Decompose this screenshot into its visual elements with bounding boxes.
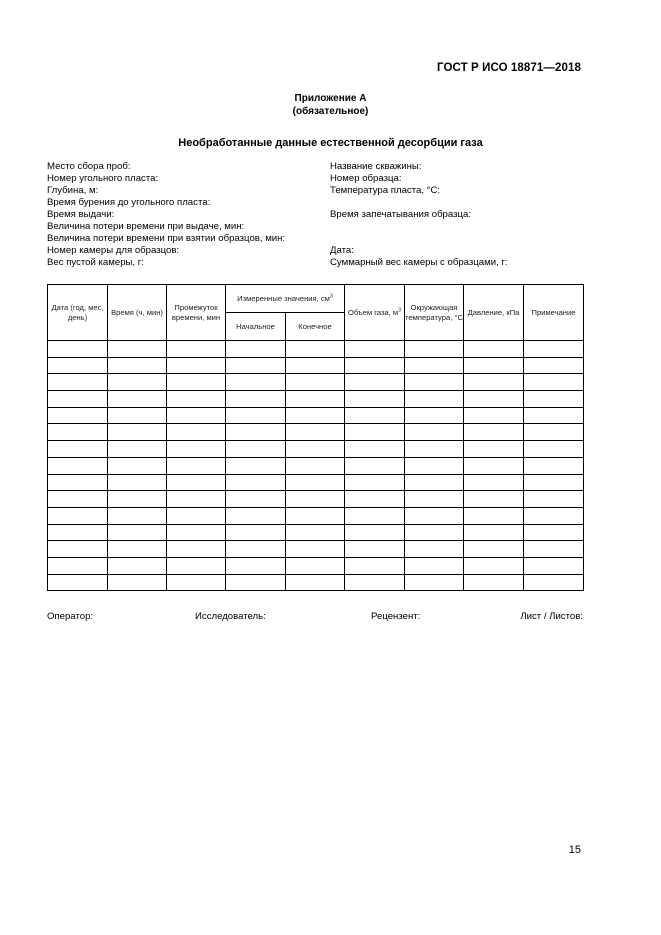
table-cell bbox=[405, 507, 464, 524]
table-cell bbox=[524, 491, 584, 508]
table-row bbox=[48, 507, 584, 524]
table-cell bbox=[48, 341, 108, 358]
column-header-ambient-temperature: Окружающая температура, °С bbox=[405, 285, 464, 341]
table-cell bbox=[286, 407, 345, 424]
table-cell bbox=[464, 424, 524, 441]
table-cell bbox=[464, 441, 524, 458]
table-cell bbox=[524, 374, 584, 391]
table-cell bbox=[48, 407, 108, 424]
table-cell bbox=[108, 341, 167, 358]
table-cell bbox=[345, 541, 405, 558]
table-cell bbox=[167, 407, 226, 424]
table-cell bbox=[108, 424, 167, 441]
field-sealing-time: Время запечатывания образца: bbox=[330, 209, 472, 220]
table-cell bbox=[345, 374, 405, 391]
measured-values-unit-exponent: 3 bbox=[329, 292, 333, 299]
table-cell bbox=[405, 374, 464, 391]
field-lost-time-retrieval: Величина потери времени при выдаче, мин: bbox=[47, 221, 245, 232]
field-blank bbox=[330, 197, 590, 209]
table-cell bbox=[286, 507, 345, 524]
table-cell bbox=[464, 541, 524, 558]
field-drilling-time: Время бурения до угольного пласта: bbox=[47, 197, 211, 208]
table-cell bbox=[108, 507, 167, 524]
measured-values-label: Измеренные значения, см bbox=[237, 293, 330, 303]
field-seam-temperature: Температура пласта, °С: bbox=[330, 185, 441, 196]
sheet-count-label: Лист / Листов: bbox=[520, 611, 583, 622]
field-blank bbox=[330, 221, 590, 233]
table-cell bbox=[524, 574, 584, 591]
table-cell bbox=[524, 541, 584, 558]
column-header-date: Дата (год, мес, день) bbox=[48, 285, 108, 341]
field-borehole-name: Название скважины: bbox=[330, 161, 422, 172]
table-row bbox=[48, 557, 584, 574]
table-cell bbox=[405, 474, 464, 491]
table-row bbox=[48, 407, 584, 424]
table-cell bbox=[524, 424, 584, 441]
table-cell bbox=[226, 541, 286, 558]
table-cell bbox=[48, 457, 108, 474]
operator-label: Оператор: bbox=[47, 611, 94, 622]
column-header-measured-values bbox=[226, 285, 345, 313]
table-cell bbox=[345, 391, 405, 408]
field-empty-canister-weight: Вес пустой камеры, г: bbox=[47, 257, 144, 268]
table-cell bbox=[524, 457, 584, 474]
table-cell bbox=[464, 491, 524, 508]
table-cell bbox=[167, 524, 226, 541]
table-cell bbox=[405, 457, 464, 474]
researcher-label: Исследователь: bbox=[195, 611, 266, 622]
field-total-canister-weight: Суммарный вес камеры с образцами, г: bbox=[330, 257, 508, 268]
table-header-row bbox=[48, 285, 584, 313]
table-cell bbox=[108, 491, 167, 508]
field-coal-seam-number: Номер угольного пласта: bbox=[47, 173, 159, 184]
table-row bbox=[48, 357, 584, 374]
table-cell bbox=[167, 574, 226, 591]
table-cell bbox=[464, 457, 524, 474]
table-cell bbox=[345, 341, 405, 358]
table-cell bbox=[108, 441, 167, 458]
table-cell bbox=[405, 491, 464, 508]
table-cell bbox=[345, 491, 405, 508]
table-cell bbox=[108, 357, 167, 374]
table-cell bbox=[524, 524, 584, 541]
table-cell bbox=[48, 474, 108, 491]
table-cell bbox=[226, 391, 286, 408]
field-lost-time-sampling: Величина потери времени при взятии образцов, мин: bbox=[47, 233, 286, 244]
table-cell bbox=[405, 524, 464, 541]
field-canister-number: Номер камеры для образцов: bbox=[47, 245, 180, 256]
table-cell bbox=[524, 441, 584, 458]
page-title: Необработанные данные естественной десорбции газа bbox=[178, 137, 483, 149]
table-cell bbox=[524, 507, 584, 524]
table-row bbox=[48, 541, 584, 558]
table-row bbox=[48, 474, 584, 491]
table-cell bbox=[464, 357, 524, 374]
table-cell bbox=[405, 441, 464, 458]
table-cell bbox=[226, 341, 286, 358]
column-header-pressure: Давление, кПа bbox=[464, 285, 524, 341]
table-cell bbox=[524, 357, 584, 374]
table-cell bbox=[405, 407, 464, 424]
table-cell bbox=[464, 557, 524, 574]
field-retrieval-time: Время выдачи: bbox=[47, 209, 115, 220]
table-cell bbox=[464, 374, 524, 391]
table-cell bbox=[226, 441, 286, 458]
table-cell bbox=[464, 407, 524, 424]
gas-volume-unit-exponent: 3 bbox=[398, 306, 402, 313]
table-cell bbox=[286, 474, 345, 491]
table-cell bbox=[286, 424, 345, 441]
table-cell bbox=[405, 424, 464, 441]
field-sample-number: Номер образца: bbox=[330, 173, 402, 184]
field-depth: Глубина, м: bbox=[47, 185, 99, 196]
table-cell bbox=[48, 557, 108, 574]
table-cell bbox=[226, 407, 286, 424]
table-cell bbox=[286, 374, 345, 391]
table-cell bbox=[345, 574, 405, 591]
page-number: 15 bbox=[568, 844, 581, 856]
table-cell bbox=[286, 557, 345, 574]
table-cell bbox=[108, 557, 167, 574]
table-cell bbox=[108, 374, 167, 391]
table-cell bbox=[167, 441, 226, 458]
table-cell bbox=[226, 507, 286, 524]
table-cell bbox=[226, 524, 286, 541]
table-cell bbox=[524, 557, 584, 574]
table-cell bbox=[167, 357, 226, 374]
table-cell bbox=[464, 574, 524, 591]
table-cell bbox=[226, 374, 286, 391]
table-cell bbox=[108, 574, 167, 591]
table-cell bbox=[405, 557, 464, 574]
table-cell bbox=[345, 407, 405, 424]
table-cell bbox=[286, 574, 345, 591]
table-row bbox=[48, 457, 584, 474]
table-cell bbox=[286, 541, 345, 558]
table-cell bbox=[48, 357, 108, 374]
table-cell bbox=[167, 557, 226, 574]
field-date: Дата: bbox=[330, 245, 354, 256]
table-cell bbox=[48, 441, 108, 458]
table-cell bbox=[345, 441, 405, 458]
table-cell bbox=[108, 391, 167, 408]
table-cell bbox=[167, 457, 226, 474]
table-row bbox=[48, 441, 584, 458]
table-row bbox=[48, 524, 584, 541]
table-cell bbox=[48, 391, 108, 408]
table-cell bbox=[524, 341, 584, 358]
table-cell bbox=[167, 507, 226, 524]
table-cell bbox=[48, 507, 108, 524]
table-row bbox=[48, 341, 584, 358]
table-cell bbox=[167, 474, 226, 491]
table-cell bbox=[464, 474, 524, 491]
table-cell bbox=[48, 524, 108, 541]
table-cell bbox=[108, 407, 167, 424]
table-row bbox=[48, 391, 584, 408]
table-cell bbox=[405, 574, 464, 591]
column-header-gas-volume bbox=[345, 285, 405, 341]
table-cell bbox=[167, 374, 226, 391]
table-cell bbox=[405, 341, 464, 358]
table-cell bbox=[286, 341, 345, 358]
table-cell bbox=[48, 574, 108, 591]
table-cell bbox=[464, 341, 524, 358]
table-cell bbox=[226, 474, 286, 491]
annex-kind: (обязательное) bbox=[292, 106, 369, 117]
table-cell bbox=[48, 424, 108, 441]
annex-title: Приложение А bbox=[294, 93, 367, 104]
table-cell bbox=[524, 407, 584, 424]
form-fields-left bbox=[47, 161, 327, 269]
table-cell bbox=[167, 341, 226, 358]
table-cell bbox=[226, 357, 286, 374]
table-row bbox=[48, 374, 584, 391]
column-header-time: Время (ч, мин) bbox=[108, 285, 167, 341]
document-code: ГОСТ Р ИСО 18871—2018 bbox=[436, 62, 581, 74]
table-cell bbox=[48, 491, 108, 508]
table-cell bbox=[405, 357, 464, 374]
table-cell bbox=[524, 474, 584, 491]
table-cell bbox=[226, 424, 286, 441]
table-cell bbox=[286, 524, 345, 541]
table-cell bbox=[167, 424, 226, 441]
table-row bbox=[48, 491, 584, 508]
table-cell bbox=[108, 524, 167, 541]
field-sampling-site: Место сбора проб: bbox=[47, 161, 131, 172]
column-header-interval: Промежуток времени, мин bbox=[167, 285, 226, 341]
table-cell bbox=[167, 491, 226, 508]
table-body bbox=[48, 341, 584, 591]
table-cell bbox=[226, 574, 286, 591]
table-cell bbox=[405, 391, 464, 408]
field-blank bbox=[330, 233, 590, 245]
table-cell bbox=[464, 524, 524, 541]
table-cell bbox=[48, 374, 108, 391]
table-cell bbox=[345, 474, 405, 491]
table-cell bbox=[286, 441, 345, 458]
table-row bbox=[48, 424, 584, 441]
table-cell bbox=[108, 457, 167, 474]
table-cell bbox=[167, 541, 226, 558]
table-cell bbox=[286, 491, 345, 508]
table-cell bbox=[464, 391, 524, 408]
table-row bbox=[48, 574, 584, 591]
table-cell bbox=[345, 357, 405, 374]
table-cell bbox=[226, 557, 286, 574]
table-cell bbox=[108, 474, 167, 491]
column-header-notes: Примечание bbox=[524, 285, 584, 341]
table-cell bbox=[48, 541, 108, 558]
column-header-initial: Начальное bbox=[226, 313, 286, 341]
gas-volume-label: Объем газа, м bbox=[347, 307, 399, 317]
table-cell bbox=[286, 391, 345, 408]
table-cell bbox=[464, 507, 524, 524]
table-cell bbox=[286, 457, 345, 474]
table-cell bbox=[345, 507, 405, 524]
table-cell bbox=[405, 541, 464, 558]
table-cell bbox=[226, 491, 286, 508]
column-header-final: Конечное bbox=[286, 313, 345, 341]
table-cell bbox=[167, 391, 226, 408]
table-cell bbox=[345, 524, 405, 541]
table-cell bbox=[226, 457, 286, 474]
table-cell bbox=[345, 557, 405, 574]
table-cell bbox=[108, 541, 167, 558]
form-fields-right bbox=[330, 161, 590, 269]
reviewer-label: Рецензент: bbox=[371, 611, 421, 622]
table-cell bbox=[286, 357, 345, 374]
table-cell bbox=[345, 424, 405, 441]
desorption-data-table bbox=[47, 284, 584, 591]
table-cell bbox=[345, 457, 405, 474]
table-cell bbox=[524, 391, 584, 408]
